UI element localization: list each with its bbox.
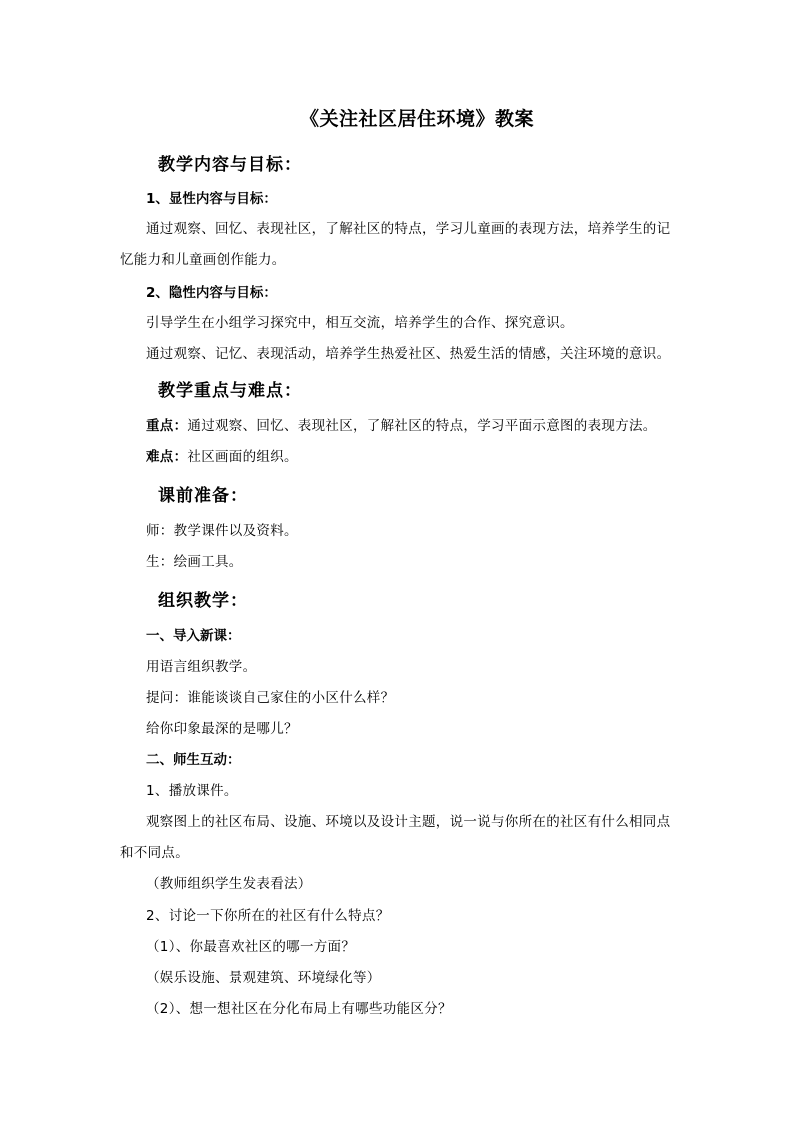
subheading-implicit-goals: 2、隐性内容与目标： — [146, 285, 277, 301]
teaching-line-8: （1）、你最喜欢社区的哪一方面？ — [146, 939, 356, 955]
paragraph-implicit-2: 通过观察、记忆、表现活动，培养学生热爱社区、热爱生活的情感，关注环境的意识。 — [146, 346, 671, 362]
difficult-point-label: 难点： — [146, 449, 188, 465]
teaching-line-4: 1、播放课件。 — [146, 783, 238, 799]
teaching-line-5b: 和不同点。 — [120, 845, 189, 861]
prep-student: 生：绘画工具。 — [146, 554, 243, 570]
teaching-line-5a: 观察图上的社区布局、设施、环境以及设计主题，说一说与你所在的社区有什么相同点 — [146, 814, 671, 830]
section-heading-key-difficult: 教学重点与难点： — [158, 381, 302, 401]
part-interaction-heading: 二、师生互动： — [146, 752, 241, 768]
subheading-explicit-goals: 1、显性内容与目标： — [146, 191, 277, 207]
teaching-line-7: 2、讨论一下你所在的社区有什么特点？ — [146, 908, 390, 924]
teaching-line-3: 给你印象最深的是哪儿？ — [146, 721, 298, 737]
prep-teacher: 师：教学课件以及资料。 — [146, 523, 298, 539]
document-title: 《关注社区居住环境》教案 — [300, 108, 535, 130]
section-heading-teaching: 组织教学： — [158, 591, 248, 611]
teaching-line-10: （2）、想一想社区在分化布局上有哪些功能区分？ — [146, 1001, 452, 1017]
teaching-line-6: （教师组织学生发表看法） — [146, 876, 312, 892]
teaching-line-1: 用语言组织教学。 — [146, 659, 257, 675]
key-point-text: 通过观察、回忆、表现社区，了解社区的特点，学习平面示意图的表现方法。 — [187, 418, 657, 434]
paragraph-explicit-line2: 忆能力和儿童画创作能力。 — [120, 252, 286, 268]
difficult-point-line — [146, 445, 298, 465]
difficult-point-text: 社区画面的组织。 — [187, 449, 298, 465]
section-heading-preparation: 课前准备： — [158, 486, 248, 506]
paragraph-explicit-line1: 通过观察、回忆、表现社区，了解社区的特点，学习儿童画的表现方法，培养学生的记 — [146, 221, 671, 237]
section-heading-content-goals: 教学内容与目标： — [158, 155, 302, 175]
part-intro-heading: 一、导入新课： — [146, 628, 241, 644]
key-point-line — [146, 414, 657, 434]
teaching-line-9: （娱乐设施、景观建筑、环境绿化等） — [146, 970, 381, 986]
key-point-label: 重点： — [146, 418, 188, 434]
teaching-line-2: 提问：谁能谈谈自己家住的小区什么样？ — [146, 690, 395, 706]
paragraph-implicit-1: 引导学生在小组学习探究中，相互交流，培养学生的合作、探究意识。 — [146, 315, 574, 331]
